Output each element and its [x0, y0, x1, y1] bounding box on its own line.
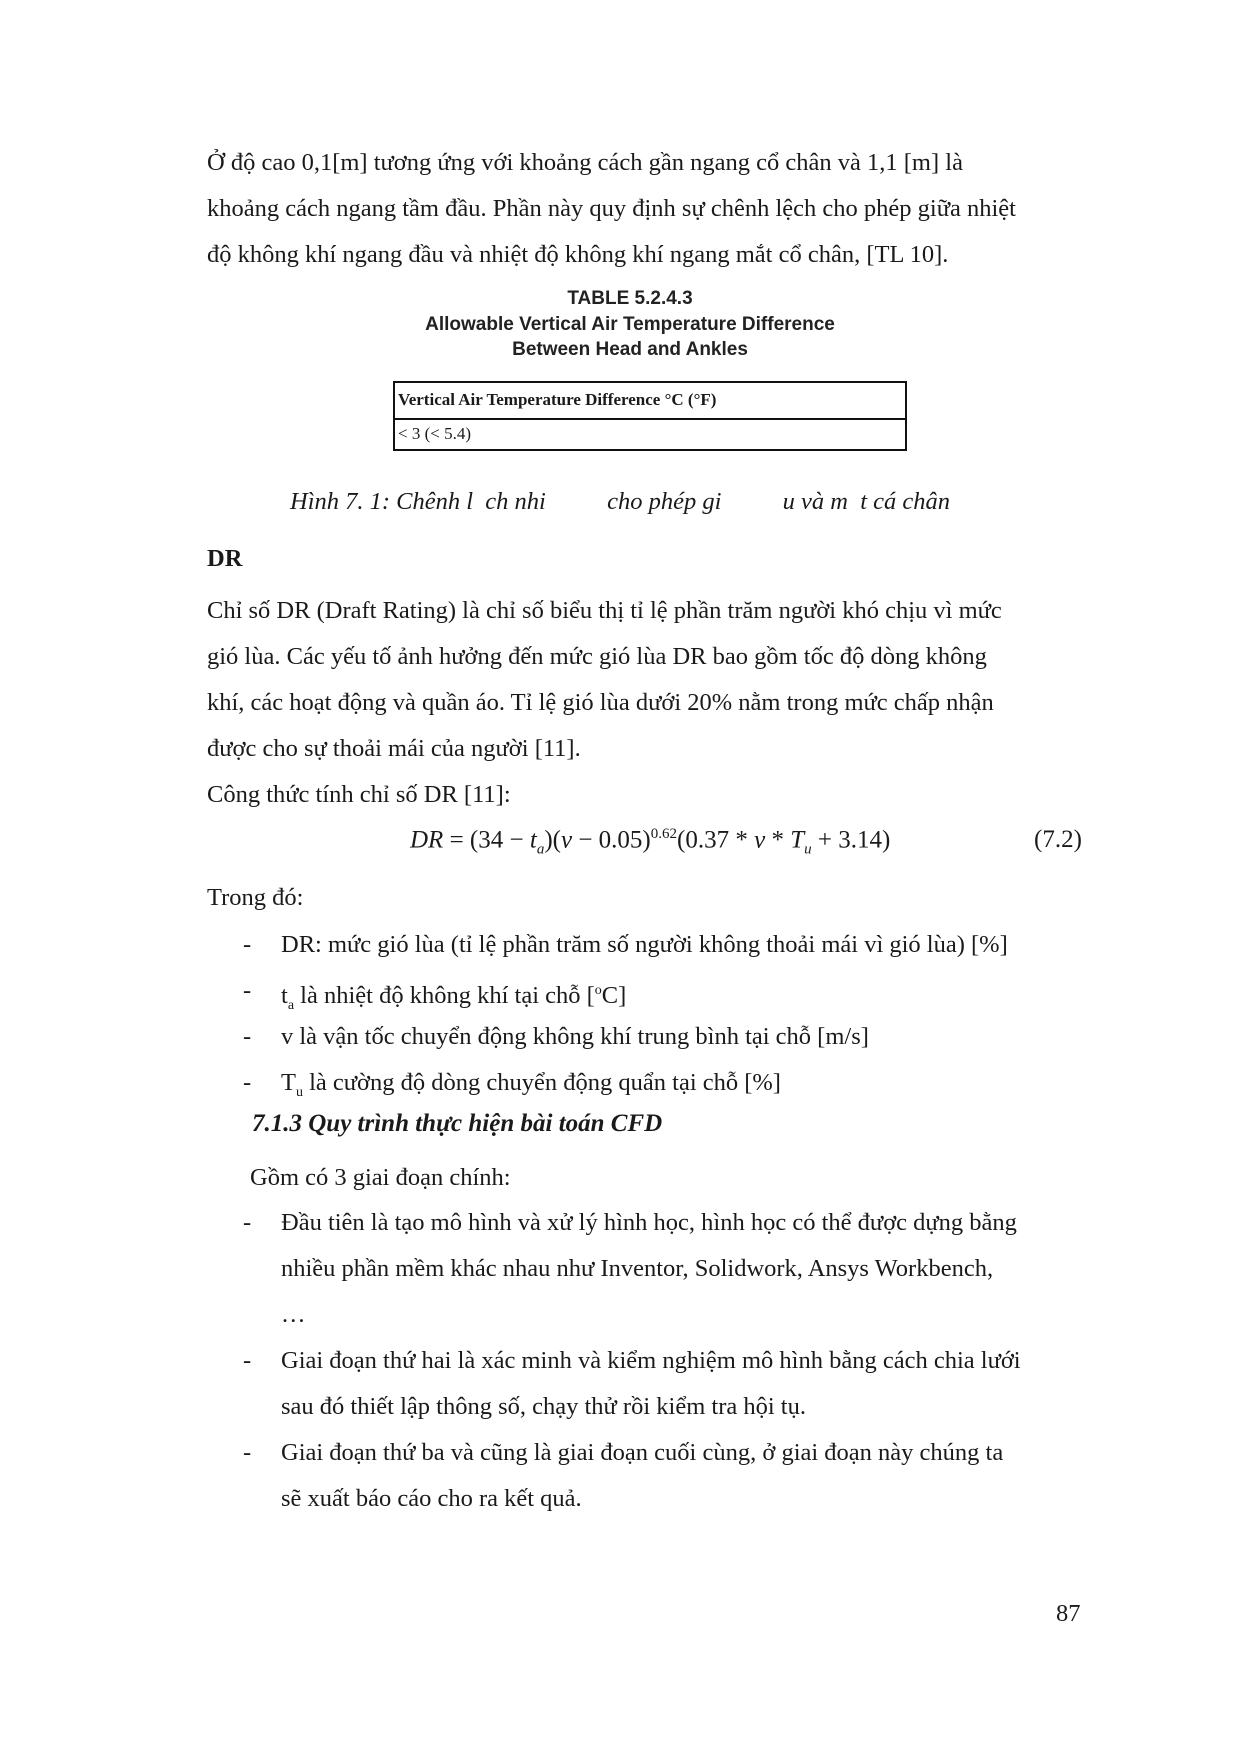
- equation-number: (7.2): [1034, 826, 1082, 853]
- temperature-table: [393, 381, 907, 451]
- bullet-text: Giai đoạn thứ hai là xác minh và kiểm nghiệm mô hình bằng cách chia lưới: [281, 1347, 1021, 1374]
- bullet-text: Đầu tiên là tạo mô hình và xử lý hình học, hình học có thể được dựng bằng: [281, 1209, 1017, 1236]
- dr-para-line-2: gió lùa. Các yếu tố ảnh hưởng đến mức gió lùa DR bao gồm tốc độ dòng không: [207, 643, 987, 670]
- where-label: Trong đó:: [207, 884, 304, 911]
- table-title-line-1: Allowable Vertical Air Temperature Difference: [425, 314, 835, 335]
- bullet-text: sau đó thiết lập thông số, chạy thử rồi kiểm tra hội tụ.: [281, 1393, 806, 1420]
- page-number: 87: [1056, 1600, 1081, 1627]
- bullet-text: $T_u$ là cường độ dòng chuyển động quẩn tại chỗ [%]: [281, 1069, 781, 1100]
- cfd-section-heading: 7.1.3 Quy trình thực hiện bài toán CFD: [252, 1110, 663, 1137]
- table-value-cell: < 3 (< 5.4): [398, 424, 471, 443]
- table-title-line-2: Between Head and Ankles: [512, 339, 748, 360]
- bullet-text: nhiều phần mềm khác nhau như Inventor, Solidwork, Ansys Workbench,: [281, 1255, 994, 1282]
- figure-caption: Hình 7. 1: Chênh l ch nhi cho phép gi u và m t cá chân: [290, 488, 951, 515]
- bullet-text: v là vận tốc chuyển động không khí trung bình tại chỗ [m/s]: [281, 1023, 869, 1050]
- dr-para-line-1: Chỉ số DR (Draft Rating) là chỉ số biểu thị tỉ lệ phần trăm người khó chịu vì mức: [207, 597, 1002, 624]
- bullet-text: Giai đoạn thứ ba và cũng là giai đoạn cuối cùng, ở giai đoạn này chúng ta: [281, 1439, 1004, 1466]
- bullet-text: $t_a$ là nhiệt độ không khí tại chỗ [$^o$C]: [281, 982, 627, 1014]
- intro-line-1: Ở độ cao 0,1[m] tương ứng với khoảng cách gần ngang cổ chân và 1,1 [m] là: [207, 149, 963, 176]
- bullet-text: …: [281, 1301, 306, 1328]
- formula-intro: Công thức tính chỉ số DR [11]:: [207, 781, 511, 808]
- dr-para-line-4: được cho sự thoải mái của người [11].: [207, 735, 581, 762]
- bullet-text: sẽ xuất báo cáo cho ra kết quả.: [281, 1485, 582, 1512]
- intro-line-3: độ không khí ngang đầu và nhiệt độ không khí ngang mắt cổ chân, [TL 10].: [207, 241, 949, 268]
- dr-heading: DR: [207, 545, 243, 572]
- dr-para-line-3: khí, các hoạt động và quần áo. Tỉ lệ gió lùa dưới 20% nằm trong mức chấp nhận: [207, 689, 994, 716]
- bullet-text: DR: mức gió lùa (tỉ lệ phần trăm số người không thoải mái vì gió lùa) [%]: [281, 931, 1008, 958]
- dr-formula: DR = $(34 - t_a)(v - 0.05)^{0.62}(0.37 * v * T_u + 3.14)$: [410, 826, 891, 858]
- document-page: Ở độ cao 0,1[m] tương ứng với khoảng cách gần ngang cổ chân và 1,1 [m] là khoảng cách ngang tầm đầu. Phần này quy định sự chênh lệch cho phép giữa nhiệt độ không khí ngang đầu và nhiệt độ không khí ngang mắt cổ chân, [TL 10]. TABLE 5.2.4.3 Allowable Vertical Air Temperature Difference Between Head and Ankles Vertical Air Temperature Difference °C (°F) < 3 (< 5.4) Hình 7. 1: Chênh l ch nhi cho phép gi u và m t cá chân DR Chỉ số DR (Draft Rating) là chỉ số biểu thị tỉ lệ phần trăm người khó chịu vì mức gió lùa. Các yếu tố ảnh hưởng đến mức gió lùa DR bao gồm tốc độ dòng không khí, các hoạt động và quần áo. Tỉ lệ gió lùa dưới 20% nằm trong mức chấp nhận được cho sự thoải mái của người [11]. Công thức tính chỉ số DR [11]: DR = $(34 - t_a)(v - 0.05)^{0.62}(0.37 * v * T_u + 3.14)$ (7.2) Trong đó: - DR: mức gió lùa (tỉ lệ phần trăm số người không thoải mái vì gió lùa) [%] - $t_a$ là nhiệt độ không khí tại chỗ [$^o$C] - v là vận tốc chuyển động không khí trung bình tại chỗ [m/s] - $T_u$ là cường độ dòng chuyển động quẩn tại chỗ [%] 7.1.3 Quy trình thực hiện bài toán CFD Gồm có 3 giai đoạn chính: - Đầu tiên là tạo mô hình và xử lý hình học, hình học có thể được dựng bằng nhiều phần mềm khác nhau như Inventor, Solidwork, Ansys Workbench, … - Giai đoạn thứ hai là xác minh và kiểm nghiệm mô hình bằng cách chia lưới sau đó thiết lập thông số, chạy thử rồi kiểm tra hội tụ. - Giai đoạn thứ ba và cũng là giai đoạn cuối cùng, ở giai đoạn này chúng ta sẽ xuất báo cáo cho ra kết quả. 87: [0, 0, 1240, 1754]
- cfd-intro: Gồm có 3 giai đoạn chính:: [250, 1164, 511, 1191]
- intro-line-2: khoảng cách ngang tầm đầu. Phần này quy định sự chênh lệch cho phép giữa nhiệt: [207, 195, 1016, 222]
- table-number: TABLE 5.2.4.3: [567, 288, 693, 309]
- table-header-cell: Vertical Air Temperature Difference °C (°F): [395, 383, 905, 420]
